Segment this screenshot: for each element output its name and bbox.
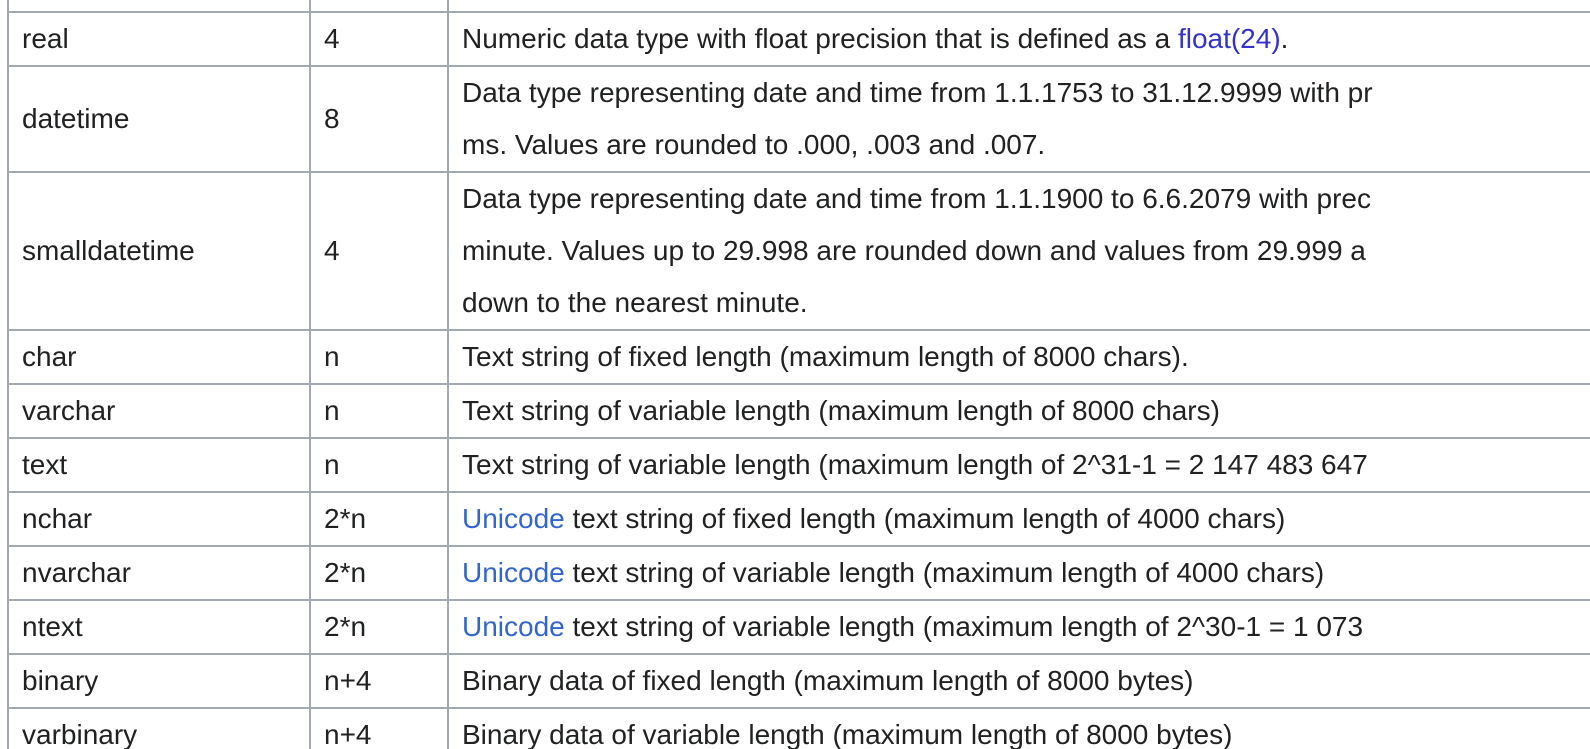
type-name-cell: ntext bbox=[8, 600, 310, 654]
description-cell bbox=[448, 172, 1590, 330]
description-line bbox=[462, 385, 1590, 437]
description-text: Text string of fixed length (maximum length of 8000 chars). bbox=[462, 341, 1189, 372]
unicode-link[interactable]: Unicode bbox=[462, 503, 565, 534]
storage-size-cell: 2*n bbox=[310, 492, 448, 546]
storage-size-cell: 4 bbox=[310, 172, 448, 330]
description-line bbox=[462, 439, 1590, 491]
description-cell bbox=[448, 654, 1590, 708]
description-cell bbox=[448, 0, 1590, 12]
type-name-cell: nvarchar bbox=[8, 546, 310, 600]
description-line bbox=[462, 119, 1590, 171]
type-name-cell: nchar bbox=[8, 492, 310, 546]
description-cell bbox=[448, 708, 1590, 749]
description-line bbox=[462, 331, 1590, 383]
storage-size-cell: n+4 bbox=[310, 654, 448, 708]
type-name-cell: smalldatetime bbox=[8, 172, 310, 330]
data-types-table-body bbox=[8, 0, 1590, 749]
storage-size-cell bbox=[310, 0, 448, 12]
storage-size-cell: 4 bbox=[310, 12, 448, 66]
storage-size-cell: 2*n bbox=[310, 600, 448, 654]
table-row bbox=[8, 492, 1590, 546]
type-name-cell: datetime bbox=[8, 66, 310, 172]
description-cell bbox=[448, 384, 1590, 438]
description-text: Numeric data type with float precision that is defined as a bbox=[462, 23, 1178, 54]
type-name-cell: varbinary bbox=[8, 708, 310, 749]
description-text: Text string of variable length (maximum length of 2^31-1 = 2 147 483 647 bbox=[462, 449, 1368, 480]
type-name-cell: real bbox=[8, 12, 310, 66]
description-text: . bbox=[1280, 23, 1289, 54]
description-text: ms. Values are rounded to .000, .003 and .007. bbox=[462, 129, 1046, 160]
description-text: text string of variable length (maximum length of 2^30-1 = 1 073 bbox=[564, 611, 1364, 642]
storage-size-cell: n bbox=[310, 384, 448, 438]
description-line bbox=[462, 67, 1590, 119]
type-name-cell: varchar bbox=[8, 384, 310, 438]
table-row bbox=[8, 66, 1590, 172]
description-cell bbox=[448, 66, 1590, 172]
description-text: text string of fixed length (maximum length of 4000 chars) bbox=[564, 503, 1286, 534]
description-cell bbox=[448, 492, 1590, 546]
data-types-table bbox=[7, 0, 1590, 749]
type-name-cell bbox=[8, 0, 310, 12]
description-line bbox=[462, 493, 1590, 545]
unicode-link[interactable]: Unicode bbox=[462, 557, 565, 588]
description-line bbox=[462, 225, 1590, 277]
description-text: Binary data of variable length (maximum length of 8000 bytes) bbox=[462, 719, 1233, 749]
unicode-link[interactable]: Unicode bbox=[462, 611, 565, 642]
description-text: Data type representing date and time from 1.1.1753 to 31.12.9999 with pr bbox=[462, 77, 1373, 108]
type-name-cell: binary bbox=[8, 654, 310, 708]
storage-size-cell: n bbox=[310, 438, 448, 492]
table-row bbox=[8, 12, 1590, 66]
table-row bbox=[8, 438, 1590, 492]
storage-size-cell: 8 bbox=[310, 66, 448, 172]
description-line bbox=[462, 277, 1590, 329]
description-text: text string of variable length (maximum length of 4000 chars) bbox=[564, 557, 1325, 588]
table-row bbox=[8, 330, 1590, 384]
table-row bbox=[8, 654, 1590, 708]
table-row bbox=[8, 546, 1590, 600]
description-line bbox=[462, 173, 1590, 225]
storage-size-cell: n bbox=[310, 330, 448, 384]
description-text: down to the nearest minute. bbox=[462, 287, 808, 318]
description-cell bbox=[448, 12, 1590, 66]
description-cell bbox=[448, 330, 1590, 384]
description-line bbox=[462, 13, 1590, 65]
storage-size-cell: 2*n bbox=[310, 546, 448, 600]
table-row bbox=[8, 600, 1590, 654]
table-row bbox=[8, 384, 1590, 438]
description-text: minute. Values up to 29.998 are rounded down and values from 29.999 a bbox=[462, 235, 1366, 266]
table-row bbox=[8, 172, 1590, 330]
description-cell bbox=[448, 438, 1590, 492]
table-row bbox=[8, 708, 1590, 749]
description-text: Binary data of fixed length (maximum length of 8000 bytes) bbox=[462, 665, 1194, 696]
description-cell bbox=[448, 600, 1590, 654]
table-row bbox=[8, 0, 1590, 12]
description-line bbox=[462, 601, 1590, 653]
storage-size-cell: n+4 bbox=[310, 708, 448, 749]
description-line bbox=[462, 655, 1590, 707]
type-name-cell: char bbox=[8, 330, 310, 384]
description-text: Text string of variable length (maximum length of 8000 chars) bbox=[462, 395, 1220, 426]
description-text: Data type representing date and time from 1.1.1900 to 6.6.2079 with prec bbox=[462, 183, 1372, 214]
float-link[interactable]: float(24) bbox=[1177, 23, 1281, 54]
type-name-cell: text bbox=[8, 438, 310, 492]
description-line bbox=[462, 547, 1590, 599]
description-line bbox=[462, 709, 1590, 749]
description-cell bbox=[448, 546, 1590, 600]
